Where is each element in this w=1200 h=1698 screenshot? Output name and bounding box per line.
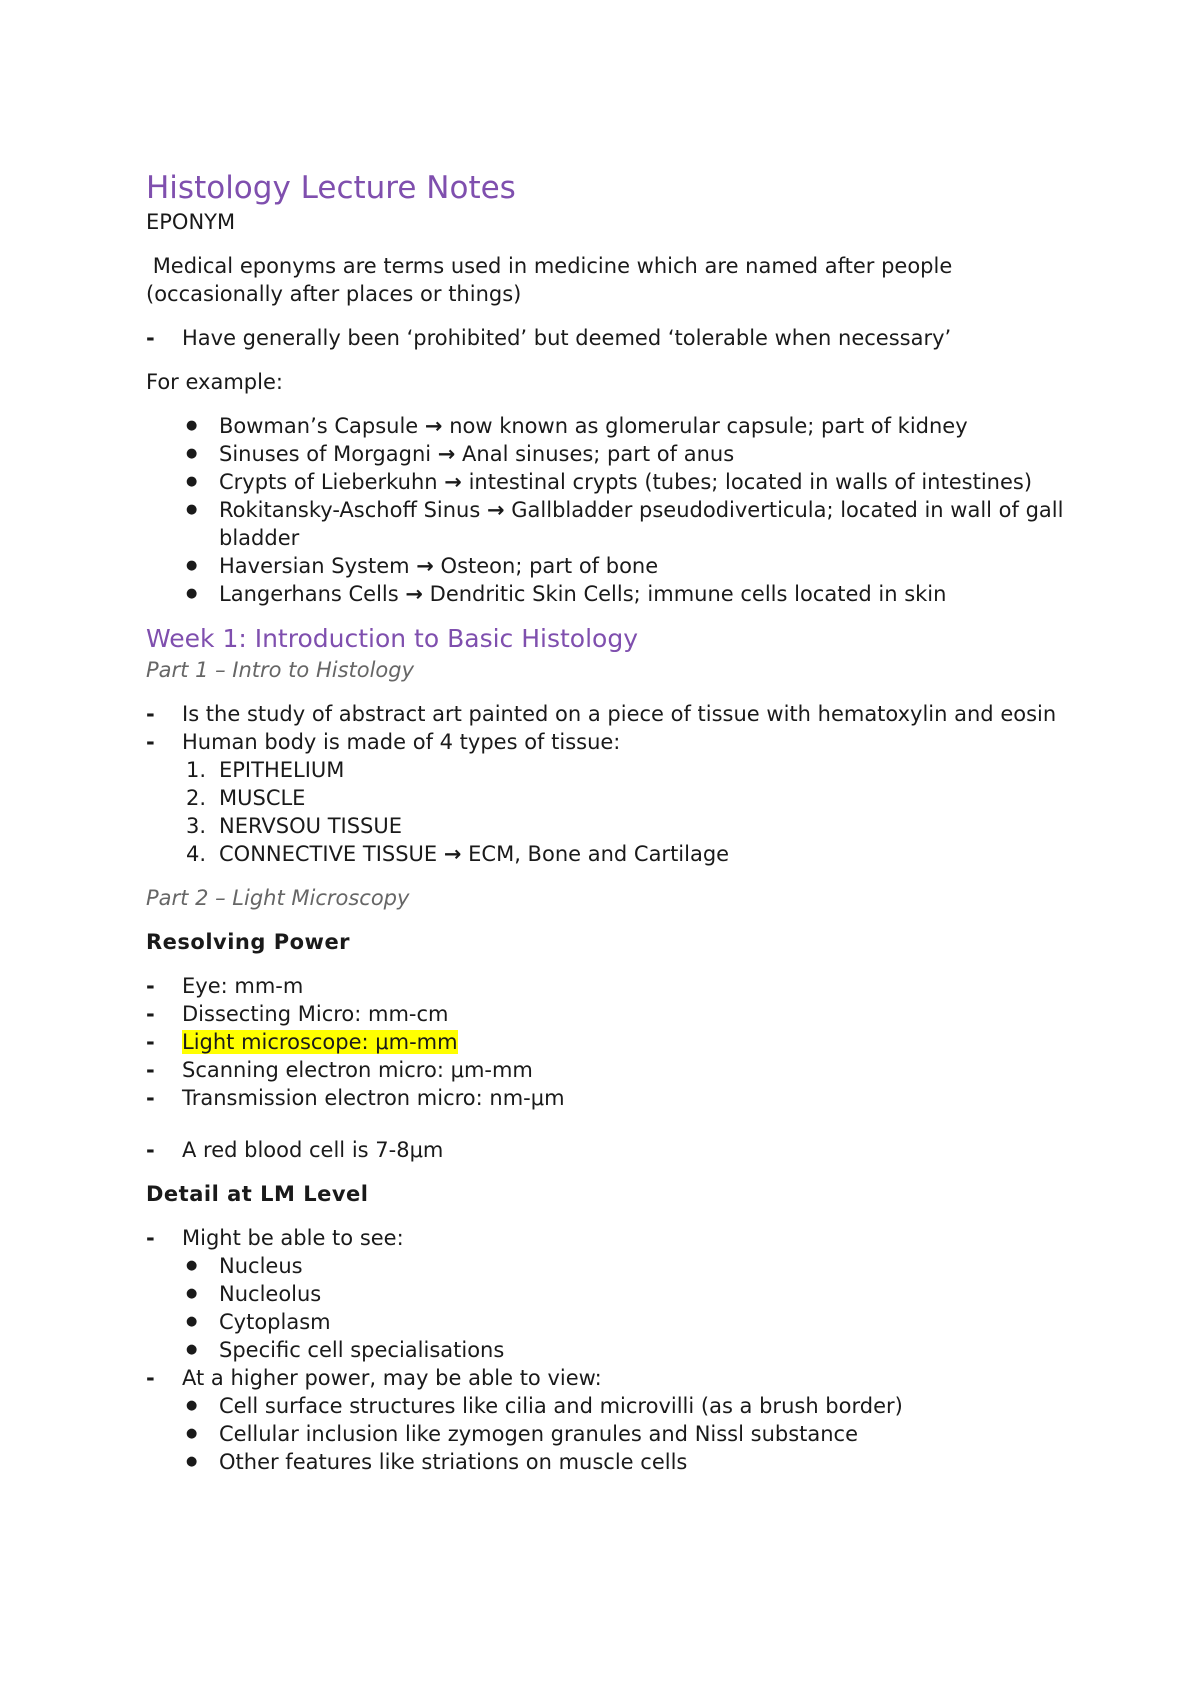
list-item xyxy=(146,756,1066,784)
list-item: ● Specific cell specialisations xyxy=(182,1336,1066,1364)
list-item: ● Nucleolus xyxy=(182,1280,1066,1308)
list-item xyxy=(146,784,1066,812)
resolving-power-heading: Resolving Power xyxy=(146,930,351,954)
list-item xyxy=(146,728,1066,756)
list-item: - Transmission electron micro: nm-μm xyxy=(146,1084,1066,1112)
list-item: ● Other features like striations on muscle cells xyxy=(182,1448,1066,1476)
list-item: - A red blood cell is 7-8μm xyxy=(146,1136,1066,1164)
arrow-icon: → xyxy=(416,554,434,578)
tissue-label: EPITHELIUM xyxy=(219,758,345,782)
list-item xyxy=(146,1224,1066,1364)
list-item xyxy=(146,812,1066,840)
arrow-icon: → xyxy=(443,842,462,866)
part1-list xyxy=(146,700,1066,756)
detail-view-list xyxy=(182,1392,1066,1476)
example-term: Crypts of Lieberkuhn xyxy=(219,470,445,494)
list-number: 4. xyxy=(186,842,207,866)
tissue-label: MUSCLE xyxy=(219,786,306,810)
list-item: - Dissecting Micro: mm-cm xyxy=(146,1000,1066,1028)
highlighted-text: Light microscope: μm-mm xyxy=(182,1030,458,1054)
list-item xyxy=(146,412,1066,440)
arrow-icon: → xyxy=(444,470,462,494)
list-item-text: Might be able to see: xyxy=(182,1226,404,1250)
document-title: Histology Lecture Notes xyxy=(146,170,516,206)
list-item: ● Cell surface structures like cilia and microvilli (as a brush border) xyxy=(182,1392,1066,1420)
list-item: - Eye: mm-m xyxy=(146,972,1066,1000)
list-item xyxy=(146,840,1066,868)
rbc-note-list xyxy=(146,1136,1066,1164)
week1-heading: Week 1: Introduction to Basic Histology xyxy=(146,624,639,653)
list-item: - Is the study of abstract art painted on a piece of tissue with hematoxylin and eosin xyxy=(146,700,1066,728)
for-example-label: For example: xyxy=(146,370,283,394)
example-term: Haversian System xyxy=(219,554,417,578)
example-term: Bowman’s Capsule xyxy=(219,414,425,438)
list-item xyxy=(146,1028,1066,1056)
tissue-extra: ECM, Bone and Cartilage xyxy=(461,842,730,866)
list-item xyxy=(146,552,1066,580)
example-meaning: Osteon; part of bone xyxy=(433,554,659,578)
arrow-icon: → xyxy=(437,442,456,466)
resolving-power-list xyxy=(146,972,1066,1112)
tissue-types-list xyxy=(146,756,1066,868)
list-number: 2. xyxy=(186,786,207,810)
list-item xyxy=(146,1364,1066,1476)
list-item: ● Cellular inclusion like zymogen granules and Nissl substance xyxy=(182,1420,1066,1448)
list-number: 1. xyxy=(186,758,207,782)
eponym-note-list xyxy=(146,324,1066,352)
example-meaning: Gallbladder pseudodiverticula; located in wall of gall bladder xyxy=(219,498,1064,550)
list-item: - Have generally been ‘prohibited’ but deemed ‘tolerable when necessary’ xyxy=(146,324,1066,352)
list-item xyxy=(146,468,1066,496)
example-meaning: Anal sinuses; part of anus xyxy=(455,442,735,466)
part1-heading: Part 1 – Intro to Histology xyxy=(146,658,415,682)
example-meaning: intestinal crypts (tubes; located in walls of intestines) xyxy=(461,470,1033,494)
list-item: ● Nucleus xyxy=(182,1252,1066,1280)
tissue-label: CONNECTIVE TISSUE xyxy=(219,842,444,866)
eponym-definition: Medical eponyms are terms used in medicine which are named after people (occasionally after places or things) xyxy=(146,254,959,306)
list-item-text: At a higher power, may be able to view: xyxy=(182,1366,602,1390)
arrow-icon: → xyxy=(405,582,423,606)
example-term: Langerhans Cells xyxy=(219,582,406,606)
example-term: Sinuses of Morgagni xyxy=(219,442,438,466)
example-meaning: Dendritic Skin Cells; immune cells located in skin xyxy=(422,582,947,606)
tissue-label: NERVSOU TISSUE xyxy=(219,814,403,838)
eponym-heading: EPONYM xyxy=(146,210,236,234)
list-item xyxy=(146,496,1066,552)
eponym-examples-list xyxy=(146,412,1066,608)
list-item: - Scanning electron micro: μm-mm xyxy=(146,1056,1066,1084)
example-term: Rokitansky-Aschoff Sinus xyxy=(219,498,487,522)
arrow-icon: → xyxy=(487,498,505,522)
list-item xyxy=(146,580,1066,608)
part2-heading: Part 2 – Light Microscopy xyxy=(146,886,410,910)
list-number: 3. xyxy=(186,814,207,838)
detail-see-list xyxy=(182,1252,1066,1364)
detail-heading: Detail at LM Level xyxy=(146,1182,369,1206)
list-item-text: Human body is made of 4 types of tissue: xyxy=(182,730,621,754)
list-item xyxy=(146,440,1066,468)
arrow-icon: → xyxy=(424,414,443,438)
detail-list xyxy=(146,1224,1066,1476)
list-item: ● Cytoplasm xyxy=(182,1308,1066,1336)
example-meaning: now known as glomerular capsule; part of kidney xyxy=(442,414,968,438)
document-page xyxy=(146,168,1066,1476)
